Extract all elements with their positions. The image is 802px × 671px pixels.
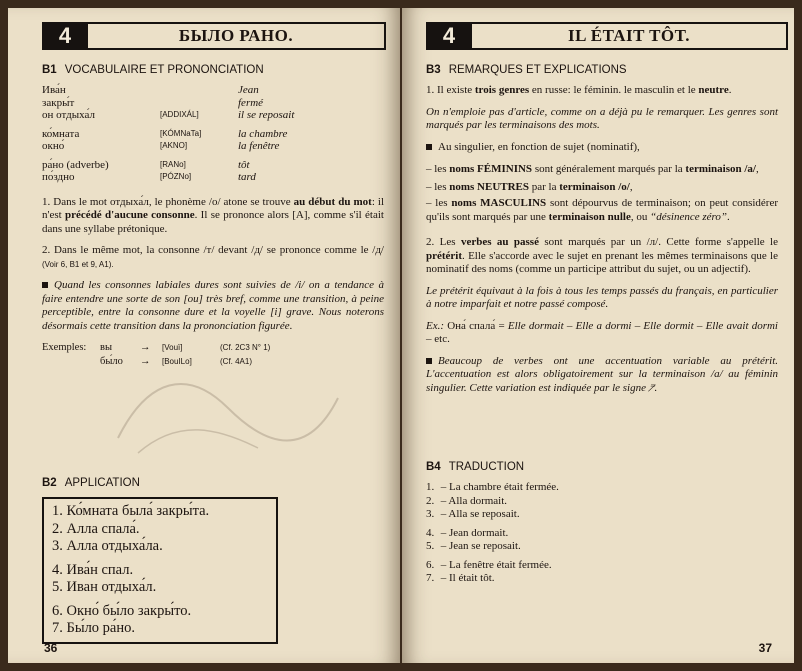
vocab-row xyxy=(42,122,394,141)
vocab-french: la fenêtre xyxy=(238,140,280,152)
vocab-transcription xyxy=(160,84,238,97)
sentence: 7. Бы́ло ра́но. xyxy=(52,620,135,636)
page-number: 36 xyxy=(44,641,58,655)
vocab-french: tôt xyxy=(238,158,250,171)
section-b2-heading: B2 APPLICATION xyxy=(42,477,140,489)
vocab-row xyxy=(42,84,394,97)
sentence: 6. Окно́ бы́ло закры́то. xyxy=(52,602,192,619)
note-2: 2. Dans le même mot, la consonne /т/ devant /д/ se prononce comme le /д/ (Voir 6, B1 et 9, A1). xyxy=(42,244,384,269)
gender-neuter: – les noms NEUTRES par la terminaison /o/, xyxy=(426,181,633,193)
vocab-russian: он отдыха́л xyxy=(42,109,95,121)
sentence: 4. Ива́н спал. xyxy=(52,561,134,578)
translation-line: 1. – La chambre était fermée. xyxy=(426,481,559,493)
section-b4-heading: B4 TRADUCTION xyxy=(426,461,525,473)
gender-feminine: – les noms FÉMININS sont généralement marqués par la terminaison /a/, xyxy=(426,163,759,175)
translation-line: 5. – Jean se reposait. xyxy=(426,540,521,552)
vocab-transcription: [AKNO] xyxy=(160,141,188,150)
translation-line: 3. – Alla se reposait. xyxy=(426,508,520,520)
translation-line: 2. – Alla dormait. xyxy=(426,494,508,507)
left-page xyxy=(8,8,400,663)
vocab-transcription: [PÓZNo] xyxy=(160,172,192,181)
translation-group xyxy=(426,481,788,522)
translation-line: 6. – La fenêtre était fermée. xyxy=(426,558,552,571)
remark-article: On n'emploie pas d'article, comme on a déjà pu le remarquer. Les genres sont marqués par les terminaisons des mots. xyxy=(426,105,778,131)
examples-label: Exemples: xyxy=(42,342,87,353)
vocab-french: fermé xyxy=(238,96,264,109)
chapter-title: БЫЛО РАНО. xyxy=(88,22,386,50)
chapter-number: 4 xyxy=(426,22,472,50)
sentence: 1. Ко́мната была́ закры́та. xyxy=(52,503,210,519)
vocab-transcription: [RANo] xyxy=(160,159,186,169)
chapter-header xyxy=(426,22,788,50)
vocab-french: tard xyxy=(238,171,256,183)
bullet-icon xyxy=(426,144,432,150)
vocab-russian: Ива́н xyxy=(42,84,66,96)
remark-1: 1. Il existe trois genres en russe: le féminin. le masculin et le neutre. xyxy=(426,84,732,96)
gender-masculine: – les noms MASCULINS sont dépourvus de terminaison; on peut considérer qu'ils sont marqués par une terminaison nulle, ou “désinence zéro”. xyxy=(426,197,778,223)
example-row: Exemples: вы → [Vouï] (Cf. 2C3 N° 1) xyxy=(42,342,271,353)
remark-example: Ex.: Она́ спала́ = Elle dormait – Elle a dormi – Elle dormit – Elle avait dormi – etc. xyxy=(426,319,778,345)
vocab-russian: по́здно xyxy=(42,171,75,183)
remark-singular: Au singulier, en fonction de sujet (nominatif), xyxy=(426,141,778,155)
remark-preterit: Le prétérit équivaut à la fois à tous les temps passés du français, en particulier à notre imparfait et notre passé composé. xyxy=(426,284,778,310)
remark-2: 2. Les verbes au passé sont marqués par un /л/. Cette forme s'appelle le prétérit. Elle s'accorde avec le sujet en prenant les mêmes terminaisons que le nominatif des noms (comme un participe attribut du sujet, ou un adjectif). xyxy=(426,236,778,275)
vocab-russian: ра́но (adverbe) xyxy=(42,158,109,171)
vocab-transcription xyxy=(160,97,238,110)
arrow-icon: → xyxy=(140,356,151,367)
vocab-french: il se reposait xyxy=(238,109,295,121)
sentence: 3. Алла отдыха́ла. xyxy=(52,538,163,554)
chapter-header xyxy=(42,22,394,50)
translation-group xyxy=(426,559,788,586)
sentence: 2. Алла спала́. xyxy=(52,520,140,537)
application-box xyxy=(42,497,278,644)
vocab-french: Jean xyxy=(238,84,259,96)
sentence-group xyxy=(52,503,270,556)
translation-group xyxy=(426,527,788,554)
bullet-icon xyxy=(426,358,432,364)
remark-accent: Beaucoup de verbes ont une accentuation variable au prétérit. L'accentuation est alors obligatoirement sur la terminaison /a/ au féminin singulier. Cette variation est indiquée par le signe ⁼̷. xyxy=(426,354,778,394)
sentence-group xyxy=(52,562,270,597)
note-1: 1. Dans le mot отдыха́л, le phonème /o/ atone se trouve au début du mot: il n'est précédé d'aucune consonne. Il se prononce alors [A], comme s'il était dans une syllabe prétonique. xyxy=(42,195,385,235)
vocabulary-table xyxy=(42,84,394,184)
bullet-icon xyxy=(42,282,48,288)
section-title: VOCABULAIRE ET PRONONCIATION xyxy=(64,64,264,76)
vocab-russian: закры́т xyxy=(42,96,75,109)
gender-list xyxy=(426,162,788,224)
decorative-sketch xyxy=(108,358,348,468)
section-code: B1 xyxy=(42,64,57,76)
translation-line: 7. – Il était tôt. xyxy=(426,572,495,584)
sentence: 5. Иван отдыха́л. xyxy=(52,579,157,595)
vocab-row xyxy=(42,109,394,122)
chapter-number: 4 xyxy=(42,22,88,50)
vocab-row xyxy=(42,153,394,172)
sentence-group xyxy=(52,603,270,638)
arrow-icon: → xyxy=(140,342,151,353)
vocab-row xyxy=(42,97,394,110)
page-number: 37 xyxy=(758,641,772,655)
section-b1-heading xyxy=(42,64,394,76)
vocab-russian: окно́ xyxy=(42,140,65,152)
right-page xyxy=(402,8,794,663)
note-3: Quand les consonnes labiales dures sont suivies de /i/ on a tendance à faire entendre une sorte de son [ou] très bref, comme une transition, à peine perceptible, entre la consonne dure et la voyelle [i] grave. Nous noterons désormais cette transition dans la prononciation figurée. xyxy=(42,279,384,332)
chapter-title: IL ÉTAIT TÔT. xyxy=(472,22,788,50)
vocab-russian: ко́мната xyxy=(42,127,80,140)
example-row: бы́ло → [BouILo] (Cf. 4A1) xyxy=(100,356,253,367)
vocab-french: la chambre xyxy=(238,127,288,140)
vocab-transcription: [KÓMNaTa] xyxy=(160,128,202,138)
vocab-transcription: [ADDIXÁL] xyxy=(160,110,199,119)
vocab-row xyxy=(42,140,394,153)
vocab-row xyxy=(42,171,394,184)
translation-line: 4. – Jean dormait. xyxy=(426,526,509,539)
section-b3-heading: B3 REMARQUES ET EXPLICATIONS xyxy=(426,64,627,76)
translation-list xyxy=(426,481,788,586)
